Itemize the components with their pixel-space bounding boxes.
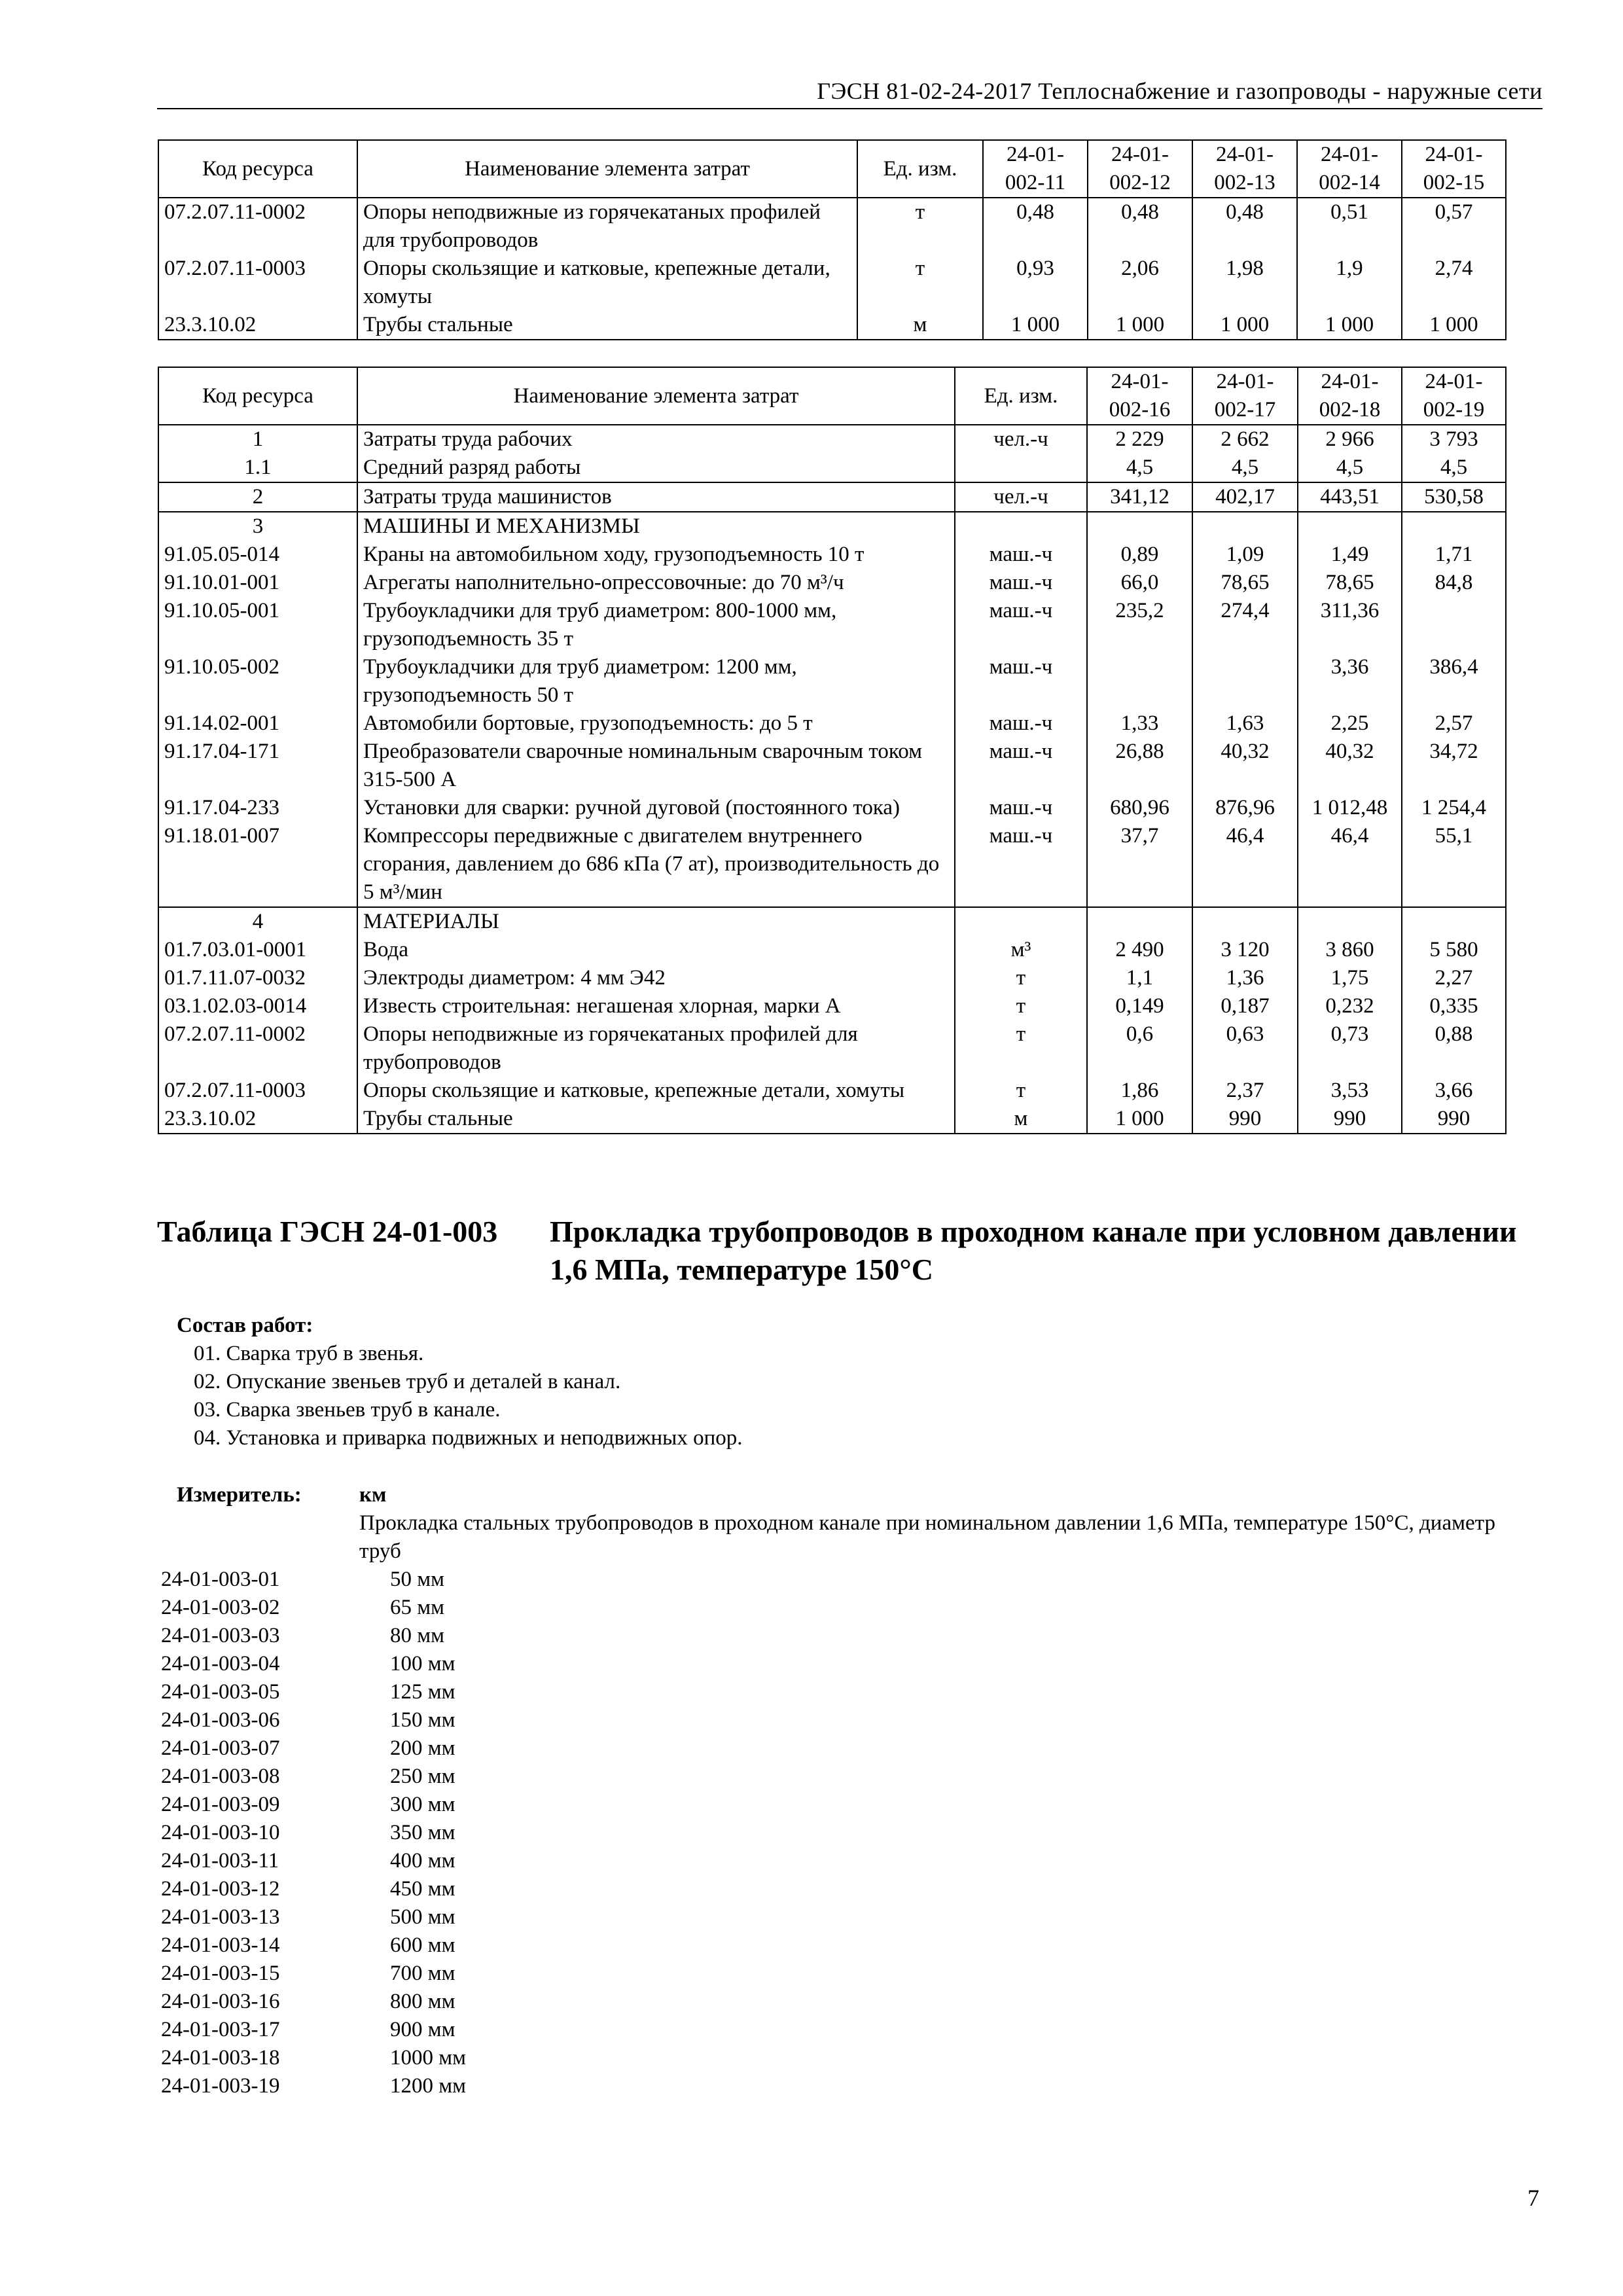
resource-value: 1,33 xyxy=(1087,709,1192,738)
table-row xyxy=(158,822,1506,907)
resource-unit xyxy=(955,454,1087,482)
resource-value: 4,5 xyxy=(1192,454,1298,482)
resource-value: 40,32 xyxy=(1192,738,1298,794)
resource-value: 2,57 xyxy=(1402,709,1506,738)
table-row xyxy=(158,198,1506,255)
resource-value: 3 793 xyxy=(1402,425,1506,454)
resource-value: 990 xyxy=(1298,1105,1402,1134)
header-divider xyxy=(157,108,1543,109)
resource-value: 990 xyxy=(1402,1105,1506,1134)
resource-value xyxy=(1087,907,1192,936)
pipe-diameter: 400 мм xyxy=(390,1849,455,1873)
table-row xyxy=(158,1020,1506,1077)
resource-name: Агрегаты наполнительно-опрессовочные: до 70 м³/ч xyxy=(357,569,955,597)
resource-code: 01.7.03.01-0001 xyxy=(158,936,357,964)
resource-value: 1,98 xyxy=(1192,255,1297,311)
pipe-diameter: 500 мм xyxy=(390,1905,455,1929)
rate-code: 24-01-003-07 xyxy=(161,1736,280,1760)
resource-value: 0,88 xyxy=(1402,1020,1506,1077)
resource-value: 0,89 xyxy=(1087,541,1192,569)
resource-value: 46,4 xyxy=(1298,822,1402,907)
col-header-code: Код ресурса xyxy=(158,140,357,198)
resource-value: 1 000 xyxy=(1192,311,1297,340)
resource-code: 01.7.11.07-0032 xyxy=(158,964,357,992)
col-header-rate: 24-01- 002-11 xyxy=(983,140,1088,198)
resource-unit: т xyxy=(955,964,1087,992)
resource-value: 78,65 xyxy=(1298,569,1402,597)
table-row xyxy=(158,1105,1506,1134)
resource-name: Затраты труда машинистов xyxy=(357,482,955,512)
resource-value: 4,5 xyxy=(1087,454,1192,482)
resource-code: 23.3.10.02 xyxy=(158,1105,357,1134)
resource-value: 2 229 xyxy=(1087,425,1192,454)
resource-value: 26,88 xyxy=(1087,738,1192,794)
resource-value: 2,06 xyxy=(1088,255,1192,311)
resource-value: 84,8 xyxy=(1402,569,1506,597)
resource-value: 680,96 xyxy=(1087,794,1192,822)
resource-name: Автомобили бортовые, грузоподъемность: до 5 т xyxy=(357,709,955,738)
rate-code: 24-01-003-18 xyxy=(161,2046,280,2070)
resource-value: 2 966 xyxy=(1298,425,1402,454)
col-header-unit: Ед. изм. xyxy=(857,140,983,198)
resource-code: 91.05.05-014 xyxy=(158,541,357,569)
resource-value: 0,187 xyxy=(1192,992,1298,1020)
rate-code: 24-01-003-09 xyxy=(161,1793,280,1816)
resource-name: Затраты труда рабочих xyxy=(357,425,955,454)
resource-value: 3 860 xyxy=(1298,936,1402,964)
resource-value: 876,96 xyxy=(1192,794,1298,822)
resource-value: 341,12 xyxy=(1087,482,1192,512)
resource-value: 1 000 xyxy=(1297,311,1402,340)
resource-value: 4,5 xyxy=(1402,454,1506,482)
resource-name: Опоры неподвижные из горячекатаных профилей для трубопроводов xyxy=(357,1020,955,1077)
resource-unit: т xyxy=(955,1020,1087,1077)
table-row xyxy=(158,653,1506,709)
pipe-diameter: 150 мм xyxy=(390,1708,455,1732)
resource-value: 40,32 xyxy=(1298,738,1402,794)
resource-value: 0,51 xyxy=(1297,198,1402,255)
table-row xyxy=(158,964,1506,992)
page-header-title: ГЭСН 81-02-24-2017 Теплоснабжение и газопроводы - наружные сети xyxy=(817,78,1543,104)
col-header-name: Наименование элемента затрат xyxy=(357,367,955,425)
table-row xyxy=(158,569,1506,597)
rate-code: 24-01-003-15 xyxy=(161,1962,280,1985)
resource-code: 91.17.04-233 xyxy=(158,794,357,822)
resource-unit xyxy=(955,907,1087,936)
resource-code: 07.2.07.11-0002 xyxy=(158,1020,357,1077)
resource-code: 07.2.07.11-0002 xyxy=(158,198,357,255)
resource-value: 2,27 xyxy=(1402,964,1506,992)
resource-value: 1 000 xyxy=(1402,311,1506,340)
col-header-name: Наименование элемента затрат xyxy=(357,140,857,198)
resource-value xyxy=(1402,907,1506,936)
work-composition-list xyxy=(194,1340,743,1452)
pipe-diameter: 1200 мм xyxy=(390,2074,467,2098)
resource-code: 03.1.02.03-0014 xyxy=(158,992,357,1020)
table-row xyxy=(158,992,1506,1020)
pipe-diameter: 1000 мм xyxy=(390,2046,467,2070)
resource-value: 1 012,48 xyxy=(1298,794,1402,822)
resource-code: 91.10.05-001 xyxy=(158,597,357,653)
resource-unit: т xyxy=(955,1077,1087,1105)
resource-code: 91.10.01-001 xyxy=(158,569,357,597)
pipe-diameter: 250 мм xyxy=(390,1765,455,1788)
resource-unit: т xyxy=(857,198,983,255)
resource-value: 402,17 xyxy=(1192,482,1298,512)
pipe-diameter: 80 мм xyxy=(390,1624,445,1647)
resource-name: Трубоукладчики для труб диаметром: 1200 мм, грузоподъемность 50 т xyxy=(357,653,955,709)
resource-value: 1,1 xyxy=(1087,964,1192,992)
resource-code: 3 xyxy=(158,512,357,541)
resource-value: 3,36 xyxy=(1298,653,1402,709)
resource-unit: чел.-ч xyxy=(955,482,1087,512)
resource-value: 3,53 xyxy=(1298,1077,1402,1105)
resource-unit: маш.-ч xyxy=(955,569,1087,597)
resource-value: 0,93 xyxy=(983,255,1088,311)
col-header-rate: 24-01- 002-19 xyxy=(1402,367,1506,425)
resource-value: 0,6 xyxy=(1087,1020,1192,1077)
resource-code: 4 xyxy=(158,907,357,936)
resource-value xyxy=(1298,907,1402,936)
col-header-rate: 24-01- 002-15 xyxy=(1402,140,1506,198)
rate-code: 24-01-003-03 xyxy=(161,1624,280,1647)
resource-unit xyxy=(955,512,1087,541)
rate-code: 24-01-003-06 xyxy=(161,1708,280,1732)
resource-code: 07.2.07.11-0003 xyxy=(158,255,357,311)
table-title: Прокладка трубопроводов в проходном канале при условном давлении 1,6 МПа, температуре 150°С xyxy=(550,1215,1517,1286)
table-row xyxy=(158,482,1506,512)
table-row xyxy=(158,512,1506,541)
list-item: 02. Опускание звеньев труб и деталей в канал. xyxy=(194,1370,621,1393)
resource-value xyxy=(1298,512,1402,541)
resource-code: 1 xyxy=(158,425,357,454)
resource-unit: маш.-ч xyxy=(955,822,1087,907)
resource-name: Электроды диаметром: 4 мм Э42 xyxy=(357,964,955,992)
resource-value: 3,66 xyxy=(1402,1077,1506,1105)
resource-name: Вода xyxy=(357,936,955,964)
resource-value: 2 662 xyxy=(1192,425,1298,454)
resource-value: 443,51 xyxy=(1298,482,1402,512)
resource-value: 0,335 xyxy=(1402,992,1506,1020)
resource-value: 5 580 xyxy=(1402,936,1506,964)
resource-value: 386,4 xyxy=(1402,653,1506,709)
rate-code: 24-01-003-17 xyxy=(161,2018,280,2041)
rate-code: 24-01-003-11 xyxy=(161,1849,279,1873)
table-label: Таблица ГЭСН 24-01-003 xyxy=(157,1215,498,1248)
resource-code: 91.18.01-007 xyxy=(158,822,357,907)
resource-value: 0,149 xyxy=(1087,992,1192,1020)
resource-value: 311,36 xyxy=(1298,597,1402,653)
resource-name: Опоры неподвижные из горячекатаных профилей для трубопроводов xyxy=(357,198,857,255)
pipe-diameter: 700 мм xyxy=(390,1962,455,1985)
resource-value: 55,1 xyxy=(1402,822,1506,907)
resource-name: Трубы стальные xyxy=(357,1105,955,1134)
resource-value: 0,57 xyxy=(1402,198,1506,255)
resource-unit: маш.-ч xyxy=(955,738,1087,794)
rate-code: 24-01-003-02 xyxy=(161,1596,280,1619)
resource-value: 0,73 xyxy=(1298,1020,1402,1077)
table-row xyxy=(158,454,1506,482)
resource-value: 1,9 xyxy=(1297,255,1402,311)
resource-value: 0,48 xyxy=(1088,198,1192,255)
resource-code: 07.2.07.11-0003 xyxy=(158,1077,357,1105)
resource-value: 3 120 xyxy=(1192,936,1298,964)
resource-value: 0,232 xyxy=(1298,992,1402,1020)
list-item: 04. Установка и приварка подвижных и неподвижных опор. xyxy=(194,1426,743,1450)
meter-description: Прокладка стальных трубопроводов в проходном канале при номинальном давлении 1,6 МПа, температуре 150°С, диаметр труб xyxy=(359,1511,1495,1563)
pipe-diameter: 300 мм xyxy=(390,1793,455,1816)
resource-name: Известь строительная: негашеная хлорная, марки А xyxy=(357,992,955,1020)
col-header-unit: Ед. изм. xyxy=(955,367,1087,425)
resource-code: 2 xyxy=(158,482,357,512)
table-body xyxy=(158,425,1506,1134)
resource-value: 1 254,4 xyxy=(1402,794,1506,822)
rate-code: 24-01-003-14 xyxy=(161,1933,280,1957)
resource-value xyxy=(1087,512,1192,541)
rate-code: 24-01-003-05 xyxy=(161,1680,280,1704)
resource-value: 78,65 xyxy=(1192,569,1298,597)
rate-code: 24-01-003-04 xyxy=(161,1652,280,1676)
col-header-code: Код ресурса xyxy=(158,367,357,425)
col-header-rate: 24-01- 002-16 xyxy=(1087,367,1192,425)
resource-value: 0,48 xyxy=(1192,198,1297,255)
rate-code: 24-01-003-10 xyxy=(161,1821,280,1844)
resource-name: Компрессоры передвижные с двигателем внутреннего сгорания, давлением до 686 кПа (7 ат), производительность до 5 м³/мин xyxy=(357,822,955,907)
resource-name: Трубоукладчики для труб диаметром: 800-1000 мм, грузоподъемность 35 т xyxy=(357,597,955,653)
resource-value: 274,4 xyxy=(1192,597,1298,653)
resource-code: 91.17.04-171 xyxy=(158,738,357,794)
resource-value xyxy=(1402,512,1506,541)
resource-unit: маш.-ч xyxy=(955,653,1087,709)
resource-name: Трубы стальные xyxy=(357,311,857,340)
resource-name: Средний разряд работы xyxy=(357,454,955,482)
resource-code: 91.10.05-002 xyxy=(158,653,357,709)
resource-name: МАШИНЫ И МЕХАНИЗМЫ xyxy=(357,512,955,541)
resource-value: 990 xyxy=(1192,1105,1298,1134)
resource-table-002-11-15 xyxy=(158,139,1507,340)
rate-code: 24-01-003-13 xyxy=(161,1905,280,1929)
pipe-diameter: 125 мм xyxy=(390,1680,455,1704)
table-row xyxy=(158,425,1506,454)
resource-unit: т xyxy=(955,992,1087,1020)
resource-unit: м xyxy=(857,311,983,340)
pipe-diameter: 900 мм xyxy=(390,2018,455,2041)
col-header-rate: 24-01- 002-17 xyxy=(1192,367,1298,425)
resource-code: 1.1 xyxy=(158,454,357,482)
table-row xyxy=(158,709,1506,738)
resource-value: 2 490 xyxy=(1087,936,1192,964)
table-row xyxy=(158,597,1506,653)
resource-value xyxy=(1087,653,1192,709)
meter-unit: км xyxy=(359,1483,387,1507)
table-row xyxy=(158,1077,1506,1105)
resource-unit: м³ xyxy=(955,936,1087,964)
resource-value: 1 000 xyxy=(1088,311,1192,340)
resource-name: Установки для сварки: ручной дуговой (постоянного тока) xyxy=(357,794,955,822)
table-row xyxy=(158,541,1506,569)
resource-value: 1,49 xyxy=(1298,541,1402,569)
resource-code: 91.14.02-001 xyxy=(158,709,357,738)
rate-code: 24-01-003-16 xyxy=(161,1990,280,2013)
table-row xyxy=(158,907,1506,936)
resource-value xyxy=(1192,512,1298,541)
resource-value: 1,36 xyxy=(1192,964,1298,992)
resource-value xyxy=(1402,597,1506,653)
resource-value: 66,0 xyxy=(1087,569,1192,597)
table-row xyxy=(158,738,1506,794)
rate-code: 24-01-003-01 xyxy=(161,1568,280,1591)
resource-unit: маш.-ч xyxy=(955,794,1087,822)
rate-code: 24-01-003-12 xyxy=(161,1877,280,1901)
resource-name: Преобразователи сварочные номинальным сварочным током 315-500 А xyxy=(357,738,955,794)
col-header-rate: 24-01- 002-13 xyxy=(1192,140,1297,198)
resource-value: 37,7 xyxy=(1087,822,1192,907)
resource-unit: маш.-ч xyxy=(955,541,1087,569)
work-composition-title: Состав работ: xyxy=(177,1314,313,1337)
resource-value: 1,63 xyxy=(1192,709,1298,738)
resource-unit: чел.-ч xyxy=(955,425,1087,454)
resource-name: Краны на автомобильном ходу, грузоподъемность 10 т xyxy=(357,541,955,569)
col-header-rate: 24-01- 002-12 xyxy=(1088,140,1192,198)
resource-value: 0,48 xyxy=(983,198,1088,255)
resource-unit: маш.-ч xyxy=(955,597,1087,653)
pipe-diameter: 200 мм xyxy=(390,1736,455,1760)
resource-name: МАТЕРИАЛЫ xyxy=(357,907,955,936)
resource-value: 1,09 xyxy=(1192,541,1298,569)
list-item: 03. Сварка звеньев труб в канале. xyxy=(194,1398,501,1422)
resource-code: 23.3.10.02 xyxy=(158,311,357,340)
resource-table-002-16-19 xyxy=(158,367,1507,1134)
page-number: 7 xyxy=(1527,2185,1539,2211)
resource-value: 1,86 xyxy=(1087,1077,1192,1105)
pipe-diameter: 100 мм xyxy=(390,1652,455,1676)
resource-name: Опоры скользящие и катковые, крепежные детали, хомуты xyxy=(357,1077,955,1105)
resource-unit: т xyxy=(857,255,983,311)
rate-code: 24-01-003-19 xyxy=(161,2074,280,2098)
pipe-diameter: 450 мм xyxy=(390,1877,455,1901)
pipe-diameter: 350 мм xyxy=(390,1821,455,1844)
resource-value: 1 000 xyxy=(983,311,1088,340)
col-header-rate: 24-01- 002-14 xyxy=(1297,140,1402,198)
resource-unit: м xyxy=(955,1105,1087,1134)
resource-value: 1,75 xyxy=(1298,964,1402,992)
pipe-diameter: 50 мм xyxy=(390,1568,445,1591)
resource-value xyxy=(1192,653,1298,709)
resource-value: 530,58 xyxy=(1402,482,1506,512)
resource-value: 0,63 xyxy=(1192,1020,1298,1077)
resource-unit: маш.-ч xyxy=(955,709,1087,738)
table-row xyxy=(158,255,1506,311)
table-row xyxy=(158,936,1506,964)
resource-value: 4,5 xyxy=(1298,454,1402,482)
table-row xyxy=(158,311,1506,340)
resource-value xyxy=(1192,907,1298,936)
table-body xyxy=(158,198,1506,340)
pipe-diameter: 65 мм xyxy=(390,1596,445,1619)
resource-value: 1,71 xyxy=(1402,541,1506,569)
meter-label: Измеритель: xyxy=(177,1483,302,1507)
pipe-diameter: 600 мм xyxy=(390,1933,455,1957)
table-row xyxy=(158,794,1506,822)
list-item: 01. Сварка труб в звенья. xyxy=(194,1342,424,1365)
resource-value: 1 000 xyxy=(1087,1105,1192,1134)
resource-name: Опоры скользящие и катковые, крепежные детали, хомуты xyxy=(357,255,857,311)
resource-value: 235,2 xyxy=(1087,597,1192,653)
rate-code: 24-01-003-08 xyxy=(161,1765,280,1788)
resource-value: 2,25 xyxy=(1298,709,1402,738)
resource-value: 34,72 xyxy=(1402,738,1506,794)
resource-value: 2,74 xyxy=(1402,255,1506,311)
resource-value: 46,4 xyxy=(1192,822,1298,907)
resource-value: 2,37 xyxy=(1192,1077,1298,1105)
pipe-diameter: 800 мм xyxy=(390,1990,455,2013)
col-header-rate: 24-01- 002-18 xyxy=(1298,367,1402,425)
